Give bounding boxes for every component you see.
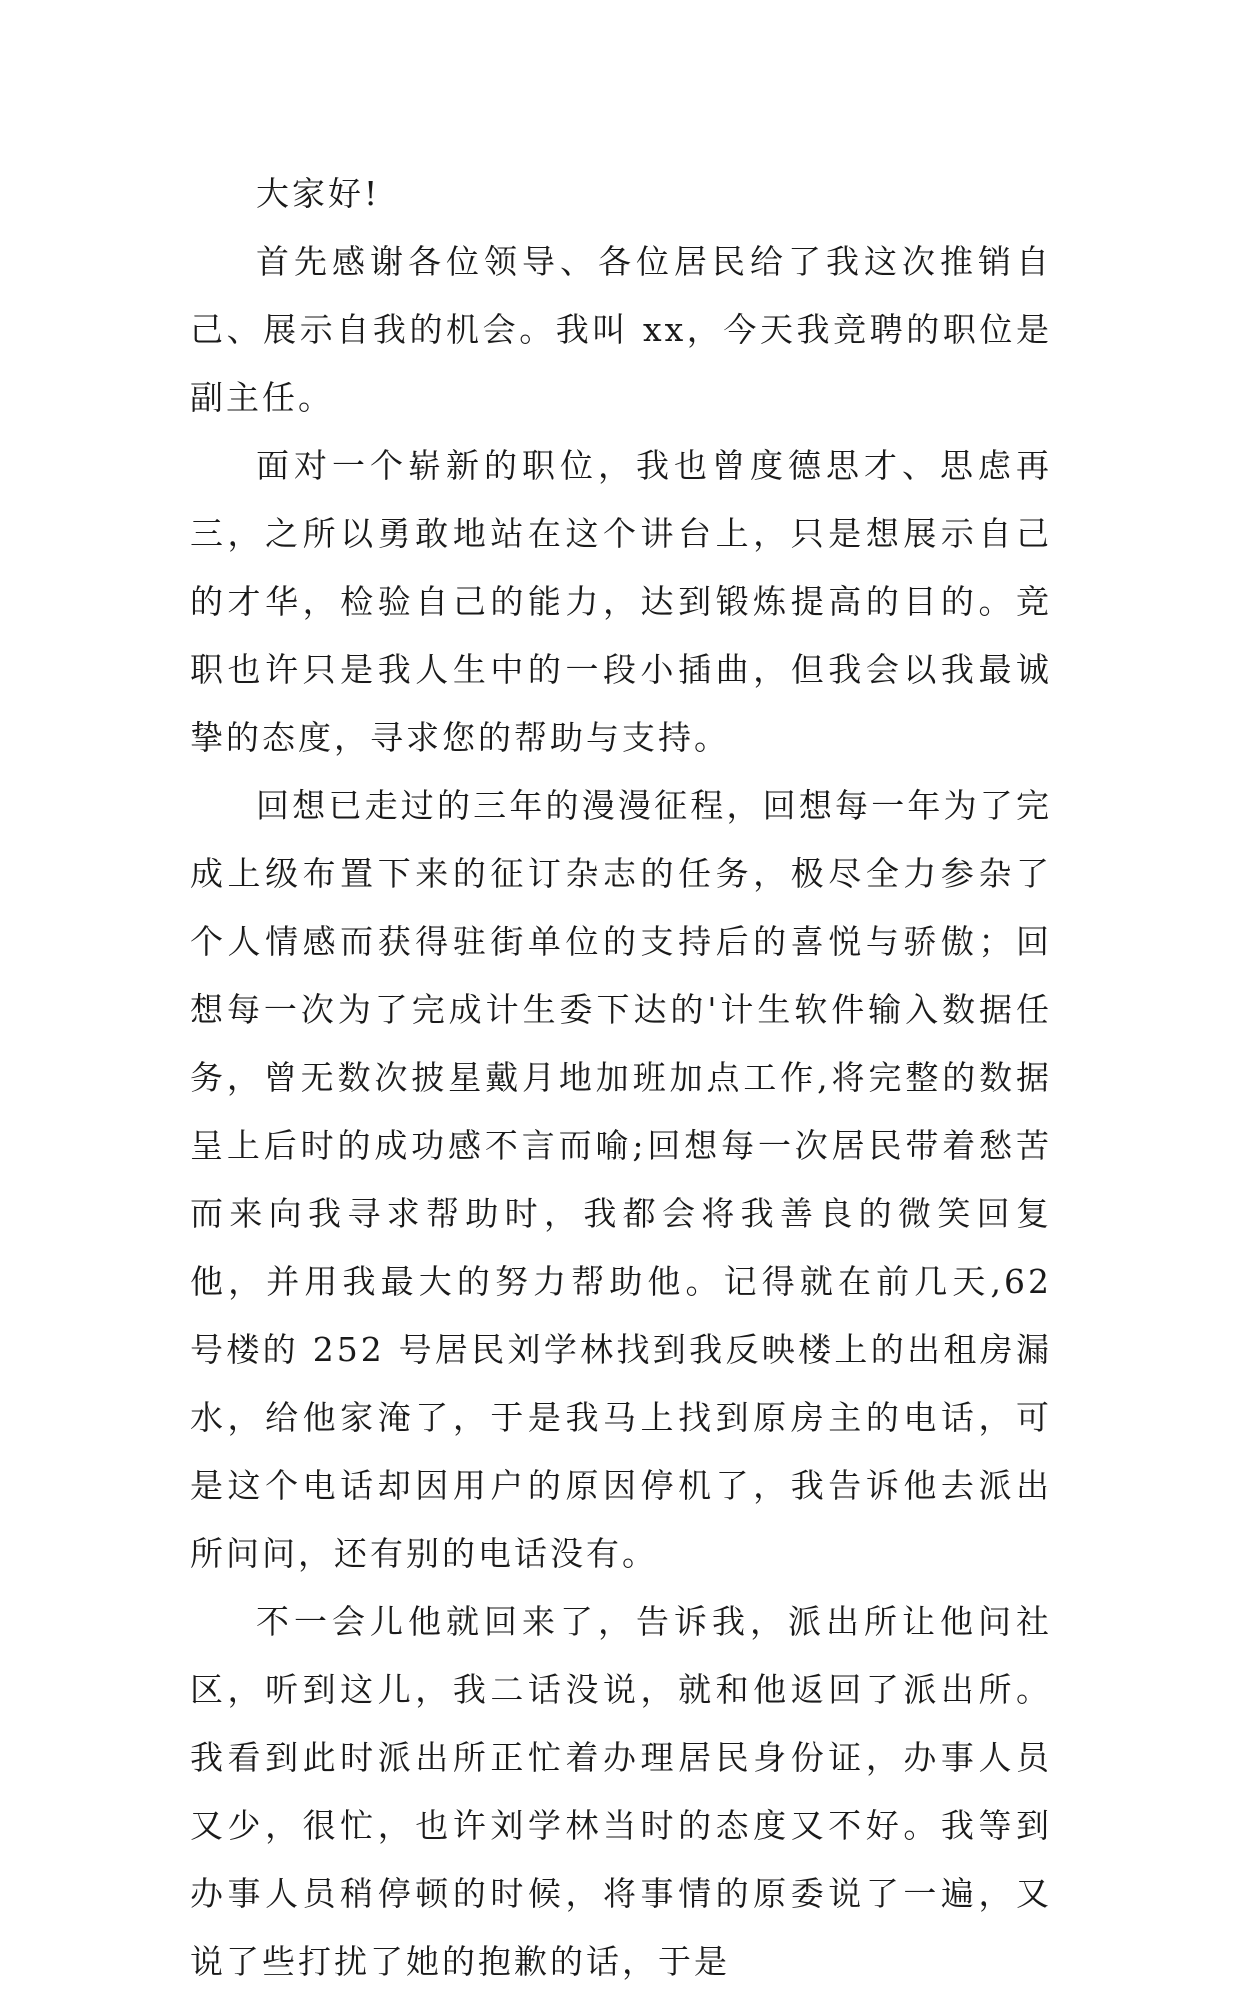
paragraph-experience: 回想已走过的三年的漫漫征程，回想每一年为了完成上级布置下来的征订杂志的任务，极尽全力参杂了个人情感而获得驻街单位的支持后的喜悦与骄傲；回想每一次为了完成计生委下达的'计生软件输入数据任务，曾无数次披星戴月地加班加点工作,将完整的数据呈上后时的成功感不言而喻;回想每一次居民带着愁苦而来向我寻求帮助时，我都会将我善良的微笑回复他，并用我最大的努力帮助他。记得就在前几天,62 号楼的 252 号居民刘学林找到我反映楼上的出租房漏水，给他家淹了，于是我马上找到原房主的电话，可是这个电话却因用户的原因停机了，我告诉他去派出所问问，还有别的电话没有。 — [190, 786, 1052, 1573]
paragraph-introduction: 首先感谢各位领导、各位居民给了我这次推销自己、展示自我的机会。我叫 xx，今天我竞聘的职位是副主任。 — [190, 242, 1052, 417]
paragraph-greeting: 大家好! — [256, 174, 381, 213]
paragraph-motivation: 面对一个崭新的职位，我也曾度德思才、思虑再三，之所以勇敢地站在这个讲台上，只是想展示自己的才华，检验自己的能力，达到锻炼提高的目的。竞职也许只是我人生中的一段小插曲，但我会以我最诚挚的态度，寻求您的帮助与支持。 — [190, 446, 1052, 757]
paragraph-story: 不一会儿他就回来了，告诉我，派出所让他问社区，听到这儿，我二话没说，就和他返回了派出所。我看到此时派出所正忙着办理居民身份证，办事人员又少，很忙，也许刘学林当时的态度又不好。我等到办事人员稍停顿的时候，将事情的原委说了一遍，又说了些打扰了她的抱歉的话，于是 — [190, 1602, 1052, 1981]
document-body — [190, 160, 1052, 1996]
